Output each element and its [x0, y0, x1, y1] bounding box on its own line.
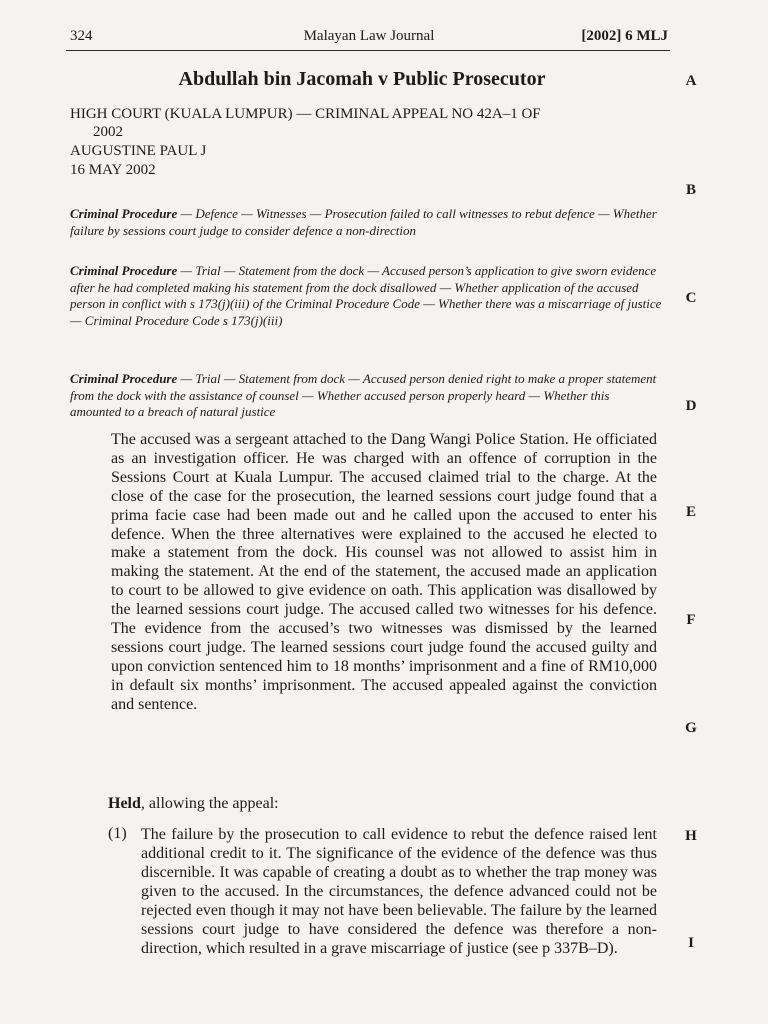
journal-citation: [2002] 6 MLJ — [581, 28, 668, 44]
margin-letter-f: F — [686, 612, 696, 628]
catchword-text: — Trial — Statement from the dock — Accused person’s application to give sworn evidence after he had completed making his statement from the dock disallowed — Whether application of the accused person in conflict with s 173(j)(iii) of the Criminal Procedure Code — Whether there was a miscarriage of justice — Criminal Procedure Code s 173(j)(iii) — [70, 263, 662, 328]
margin-letter-e: E — [685, 504, 696, 520]
catchword-category: Criminal Procedure — [70, 371, 178, 386]
case-summary: The accused was a sergeant attached to the Dang Wangi Police Station. He officiated as an investigation officer. He was charged with an offence of corruption in the Sessions Court at Kuala Lumpur. The accused claimed trial to the charge. At the close of the case for the prosecution, the learned sessions court judge found that a prima facie case had been made out and he called upon the accused to enter his defence. When the three alternatives were explained to the accused he elected to make a statement from the dock. His counsel was not allowed to assist him in making the statement. At the end of the statement, the accused made an application to court to be allowed to give evidence on oath. This application was disallowed by the learned sessions court judge. The accused called two witnesses for his defence. The evidence from the accused’s two witnesses was dismissed by the learned sessions court judge. The learned sessions court judge found the accused guilty and upon conviction sentenced him to 18 months’ imprisonment and a fine of RM10,000 in default six months’ imprisonment. The accused appealed against the conviction and sentence. — [111, 431, 657, 713]
margin-letter-c: C — [685, 290, 697, 306]
margin-letter-b: B — [685, 182, 696, 198]
catchword-text: — Trial — Statement from dock — Accused person denied right to make a proper statement from the dock with the assistance of counsel — Whether accused person properly heard — Whether this amounted to a breach of natural justice — [70, 371, 657, 419]
catchword-category: Criminal Procedure — [70, 206, 178, 221]
margin-letter-d: D — [685, 398, 697, 414]
decision-date: 16 MAY 2002 — [70, 162, 156, 178]
catchword-category: Criminal Procedure — [70, 263, 178, 278]
margin-letter-a: A — [685, 73, 697, 89]
held-item-text: The failure by the prosecution to call evidence to rebut the defence raised lent additional credit to it. The significance of the evidence of the defence was thus discernible. It was capable of creating a doubt as to whether the trap money was given to the accused. In the circumstances, the defence advanced could not be rejected even though it may not have been believable. The failure by the learned sessions court judge to have considered the defence was therefore a non-direction, which resulted in a grave miscarriage of justice (see p 337B–D). — [141, 826, 657, 957]
journal-name: Malayan Law Journal — [303, 28, 435, 44]
header-rule — [66, 50, 670, 51]
judge-name: AUGUSTINE PAUL J — [70, 143, 207, 159]
running-head — [70, 26, 668, 48]
catchword-paragraph — [70, 263, 662, 329]
margin-letter-h: H — [685, 828, 697, 844]
court-line: HIGH COURT (KUALA LUMPUR) — CRIMINAL APPEAL NO 42A–1 OF — [70, 106, 541, 122]
catchword-paragraph — [70, 206, 662, 239]
held-text: , allowing the appeal: — [140, 795, 279, 812]
case-title: Abdullah bin Jacomah v Public Prosecutor — [178, 68, 546, 90]
catchword-paragraph — [70, 371, 662, 421]
court-line-continued: 2002 — [93, 124, 123, 140]
margin-letter-i: I — [688, 935, 694, 951]
held-item-number: (1) — [108, 825, 127, 842]
margin-letter-g: G — [685, 720, 697, 736]
held-heading — [108, 795, 279, 813]
catchword-text: — Defence — Witnesses — Prosecution failed to call witnesses to rebut defence — Whether failure by sessions court judge to consider defence a non-direction — [70, 206, 657, 238]
held-label: Held — [108, 795, 141, 812]
page-number: 324 — [70, 28, 93, 44]
